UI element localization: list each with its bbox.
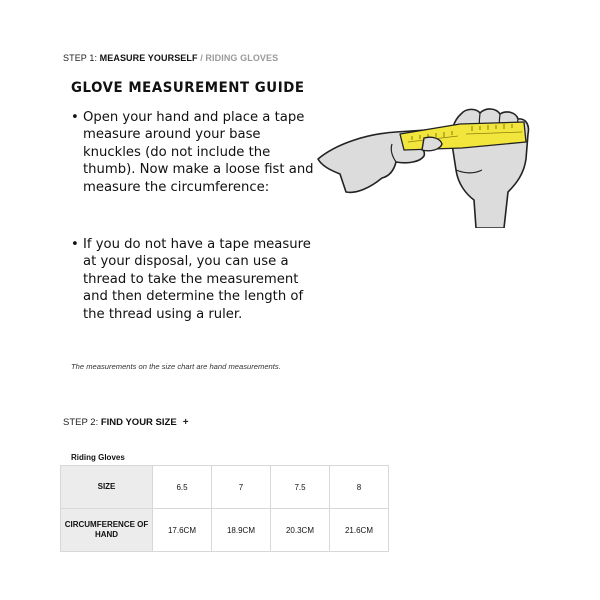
step1-subtitle: RIDING GLOVES	[205, 53, 279, 63]
circumference-row	[61, 509, 389, 552]
bullet-list-2	[70, 236, 320, 323]
expand-plus-icon[interactable]: +	[182, 417, 189, 428]
circumference-cell: 21.6CM	[330, 509, 389, 552]
size-table-title: Riding Gloves	[71, 453, 125, 462]
size-chart-note: The measurements on the size chart are hand measurements.	[71, 362, 281, 371]
size-cell: 7.5	[271, 466, 330, 509]
size-cell: 7	[212, 466, 271, 509]
step1-heading	[63, 53, 278, 63]
circumference-cell: 20.3CM	[271, 509, 330, 552]
circumference-header: CIRCUMFERENCE OF HAND	[61, 509, 153, 552]
circumference-cell: 18.9CM	[212, 509, 271, 552]
step1-separator: /	[197, 53, 206, 63]
step2-prefix: STEP 2:	[63, 417, 101, 428]
bullet-thread: • If you do not have a tape measure at your disposal, you can use a thread to take the measurement and then determine the length of the thread using a ruler.	[70, 236, 320, 323]
step1-title: MEASURE YOURSELF	[99, 53, 198, 63]
bullet-open-hand: • Open your hand and place a tape measure around your base knuckles (do not include the thumb). Now make a loose fist and measure the circumference:	[70, 109, 320, 196]
step1-prefix: STEP 1:	[63, 53, 100, 63]
size-row	[61, 466, 389, 509]
size-cell: 8	[330, 466, 389, 509]
guide-title: GLOVE MEASUREMENT GUIDE	[71, 80, 305, 96]
bullet-list-1	[70, 109, 320, 196]
circumference-cell: 17.6CM	[153, 509, 212, 552]
size-table	[60, 465, 389, 552]
hand-measuring-tape-icon	[316, 104, 538, 228]
size-cell: 6.5	[153, 466, 212, 509]
step2-heading[interactable]	[63, 417, 189, 428]
size-header: SIZE	[61, 466, 153, 509]
step2-title: FIND YOUR SIZE	[100, 417, 177, 428]
